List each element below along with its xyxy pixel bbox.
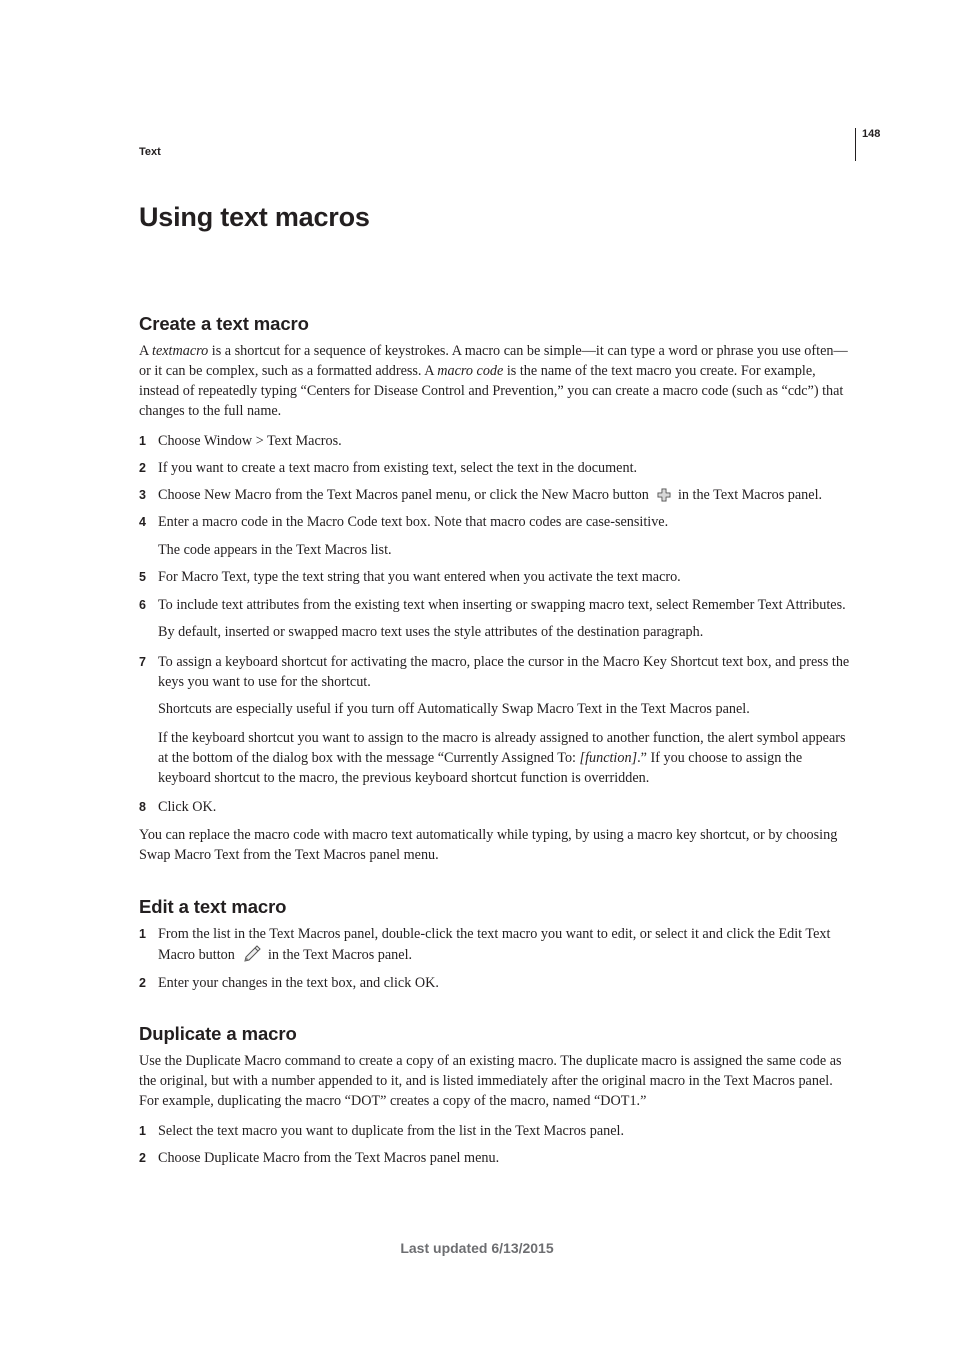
list-item: 1 From the list in the Text Macros panel, double-click the text macro you want to edit, or select it and click the Edit Text Macro button in the Text Macros panel. [139, 926, 831, 963]
pencil-icon [242, 944, 262, 964]
create-steps [139, 431, 855, 532]
running-head: Text [139, 146, 161, 158]
step-4-note: The code appears in the Text Macros list. [158, 542, 392, 558]
list-item: 6 To include text attributes from the existing text when inserting or swapping macro text, select Remember Text Attributes. [139, 597, 846, 613]
section-heading-create: Create a text macro [139, 313, 309, 334]
page-number-rule [855, 128, 856, 161]
list-item: 4 Enter a macro code in the Macro Code text box. Note that macro codes are case-sensitive. [139, 514, 669, 530]
list-item: 2 Choose Duplicate Macro from the Text Macros panel menu. [139, 1150, 500, 1166]
create-intro: A textmacro is a shortcut for a sequence of keystrokes. A macro can be simple—it can type a word or phrase you use often—or it can be complex, such as a formatted address. A macro code is the name of the text macro you create. For example, instead of repeatedly typing “Centers for Disease Control and Prevention,” you can create a macro code (such as “cdc”) that changes to the full name. [139, 343, 848, 419]
term-macro-code: macro code [437, 363, 504, 379]
list-item: 3 Choose New Macro from the Text Macros panel menu, or click the New Macro button in the Text Macros panel. [139, 487, 823, 503]
page-number: 148 [862, 128, 881, 140]
main-content [139, 196, 855, 1175]
footer-last-updated: Last updated 6/13/2015 [400, 1240, 554, 1256]
create-outro: You can replace the macro code with macro text automatically while typing, by using a macro key shortcut, or by choosing Swap Macro Text from the Text Macros panel menu. [139, 827, 838, 863]
section-heading-duplicate: Duplicate a macro [139, 1023, 297, 1044]
step-7-note-2: If the keyboard shortcut you want to assign to the macro is already assigned to another function, the alert symbol appears at the bottom of the dialog box with the message “Currently Assigned To: [function].” If you choose to assign the keyboard shortcut to the macro, the previous keyboard shortcut function is overridden. [158, 730, 846, 786]
list-item: 7 To assign a keyboard shortcut for activating the macro, place the cursor in the Macro Key Shortcut text box, and press the keys you want to use for the shortcut. [139, 654, 850, 690]
list-item: 2 Enter your changes in the text box, and click OK. [139, 975, 439, 991]
edit-steps [139, 924, 855, 993]
list-item: 1 Select the text macro you want to duplicate from the list in the Text Macros panel. [139, 1123, 625, 1139]
list-item: 8 Click OK. [139, 799, 217, 815]
term-textmacro: textmacro [152, 343, 209, 359]
new-macro-icon [656, 487, 672, 503]
page-title: Using text macros [139, 202, 370, 232]
duplicate-intro: Use the Duplicate Macro command to create a copy of an existing macro. The duplicate macro is assigned the same code as the original, but with a number appended to it, and is listed immediately after the original macro in the Text Macros panel. For example, duplicating the macro “DOT” creates a copy of the macro, named “DOT1.” [139, 1053, 842, 1109]
step-6-note: By default, inserted or swapped macro text uses the style attributes of the destination paragraph. [158, 624, 704, 640]
duplicate-steps [139, 1121, 855, 1168]
step-7-note-1: Shortcuts are especially useful if you turn off Automatically Swap Macro Text in the Text Macros panel. [158, 701, 750, 717]
list-item: 1 Choose Window > Text Macros. [139, 433, 342, 449]
section-heading-edit: Edit a text macro [139, 896, 287, 917]
list-item: 2 If you want to create a text macro from existing text, select the text in the document. [139, 460, 638, 476]
list-item: 5 For Macro Text, type the text string that you want entered when you activate the text macro. [139, 569, 681, 585]
